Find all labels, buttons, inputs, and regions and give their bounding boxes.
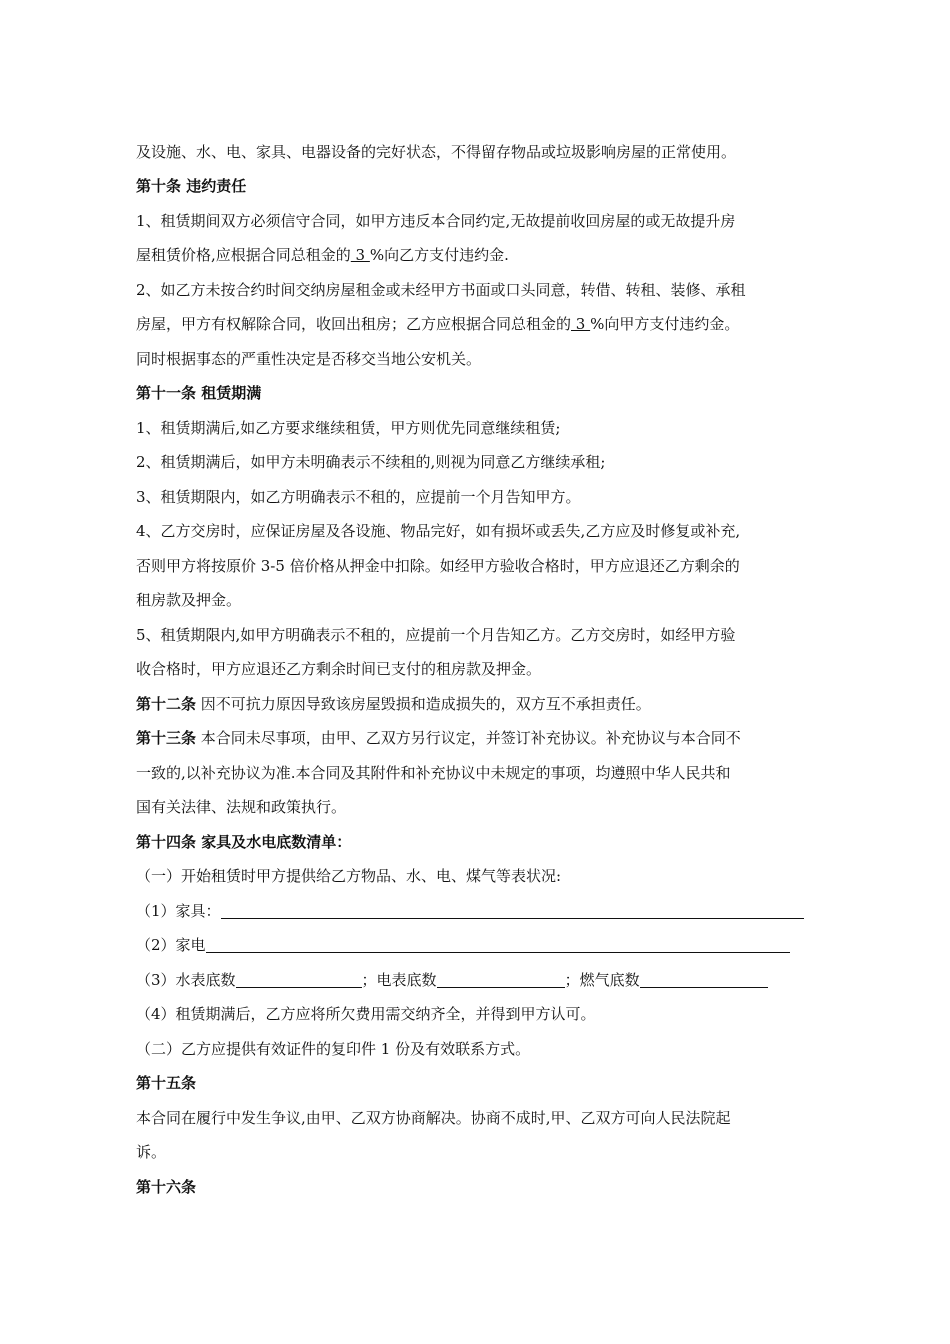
- penalty-percent-value: 3: [571, 315, 591, 333]
- paragraph-line: 3、租赁期限内，如乙方明确表示不租的，应提前一个月告知甲方。: [136, 488, 581, 506]
- paragraph-line: 收合格时，甲方应退还乙方剩余时间已支付的租房款及押金。: [136, 660, 542, 678]
- field-label: （1）家具：: [136, 902, 221, 920]
- water-meter-blank[interactable]: [236, 971, 362, 988]
- line-text: %向乙方支付违约金.: [369, 246, 509, 264]
- line-text: 屋租赁价格,应根据合同总租金的: [136, 246, 351, 264]
- paragraph-line: 2、如乙方未按合约时间交纳房屋租金或未经甲方书面或口头同意，转借、转租、装修、承租: [136, 281, 746, 299]
- paragraph-line: 1、租赁期间双方必须信守合同，如甲方违反本合同约定,无故提前收回房屋的或无故提升房: [136, 212, 736, 230]
- article-13: [136, 728, 826, 748]
- field-label: ；电表底数: [361, 971, 437, 989]
- paragraph-line: 4、乙方交房时，应保证房屋及各设施、物品完好，如有损坏或丢失,乙方应及时修复或补充,: [136, 522, 741, 540]
- field-label: （3）水表底数: [136, 971, 236, 989]
- article-10-heading: 第十条 违约责任: [136, 177, 247, 195]
- paragraph-line: （4）租赁期满后，乙方应将所欠费用需交纳齐全，并得到甲方认可。: [136, 1005, 596, 1023]
- paragraph-line: （一）开始租赁时甲方提供给乙方物品、水、电、煤气等表状况:: [136, 867, 562, 885]
- article-12-heading: 第十二条: [136, 695, 197, 713]
- article-13-heading: 第十三条: [136, 729, 197, 747]
- paragraph-line: 一致的,以补充协议为准.本合同及其附件和补充协议中未规定的事项，均遵照中华人民共和: [136, 764, 731, 782]
- paragraph-line: [136, 245, 826, 265]
- gas-meter-blank[interactable]: [640, 971, 768, 988]
- article-15-heading: 第十五条: [136, 1074, 197, 1092]
- article-11-heading: 第十一条 租赁期满: [136, 384, 262, 402]
- paragraph-line: 诉。: [136, 1143, 167, 1161]
- line-text: 因不可抗力原因导致该房屋毁损和造成损失的，双方互不承担责任。: [196, 695, 651, 713]
- paragraph-line: 2、租赁期满后，如甲方未明确表示不续租的,则视为同意乙方继续承租;: [136, 453, 606, 471]
- meter-readings-row: [136, 970, 826, 990]
- appliance-field-row: [136, 935, 826, 955]
- paragraph-line: 及设施、水、电、家具、电器设备的完好状态，不得留存物品或垃圾影响房屋的正常使用。: [136, 143, 737, 161]
- line-text: %向甲方支付违约金。: [590, 315, 740, 333]
- article-14-heading: 第十四条 家具及水电底数清单：: [136, 833, 352, 851]
- field-label: ；燃气底数: [564, 971, 640, 989]
- line-text: 房屋，甲方有权解除合同，收回出租房；乙方应根据合同总租金的: [136, 315, 572, 333]
- paragraph-line: 同时根据事态的严重性决定是否移交当地公安机关。: [136, 350, 482, 368]
- paragraph-line: 1、租赁期满后,如乙方要求继续租赁，甲方则优先同意继续租赁;: [136, 419, 561, 437]
- furniture-blank[interactable]: [221, 902, 804, 919]
- appliance-blank[interactable]: [206, 936, 790, 953]
- article-16-heading: 第十六条: [136, 1178, 197, 1196]
- penalty-percent-value: 3: [350, 246, 370, 264]
- field-label: （2）家电: [136, 936, 206, 954]
- line-text: 本合同未尽事项，由甲、乙双方另行议定，并签订补充协议。补充协议与本合同不: [196, 729, 741, 747]
- paragraph-line: 租房款及押金。: [136, 591, 242, 609]
- paragraph-line: （二）乙方应提供有效证件的复印件 1 份及有效联系方式。: [136, 1040, 531, 1058]
- paragraph-line: 本合同在履行中发生争议,由甲、乙双方协商解决。协商不成时,甲、乙双方可向人民法院起: [136, 1109, 731, 1127]
- article-12: [136, 694, 826, 714]
- furniture-field-row: [136, 901, 826, 921]
- paragraph-line: 5、租赁期限内,如甲方明确表示不租的，应提前一个月告知乙方。乙方交房时，如经甲方验: [136, 626, 736, 644]
- electric-meter-blank[interactable]: [437, 971, 565, 988]
- paragraph-line: 国有关法律、法规和政策执行。: [136, 798, 347, 816]
- paragraph-line: [136, 314, 826, 334]
- paragraph-line: 否则甲方将按原价 3-5 倍价格从押金中扣除。如经甲方验收合格时，甲方应退还乙方剩余的: [136, 557, 740, 575]
